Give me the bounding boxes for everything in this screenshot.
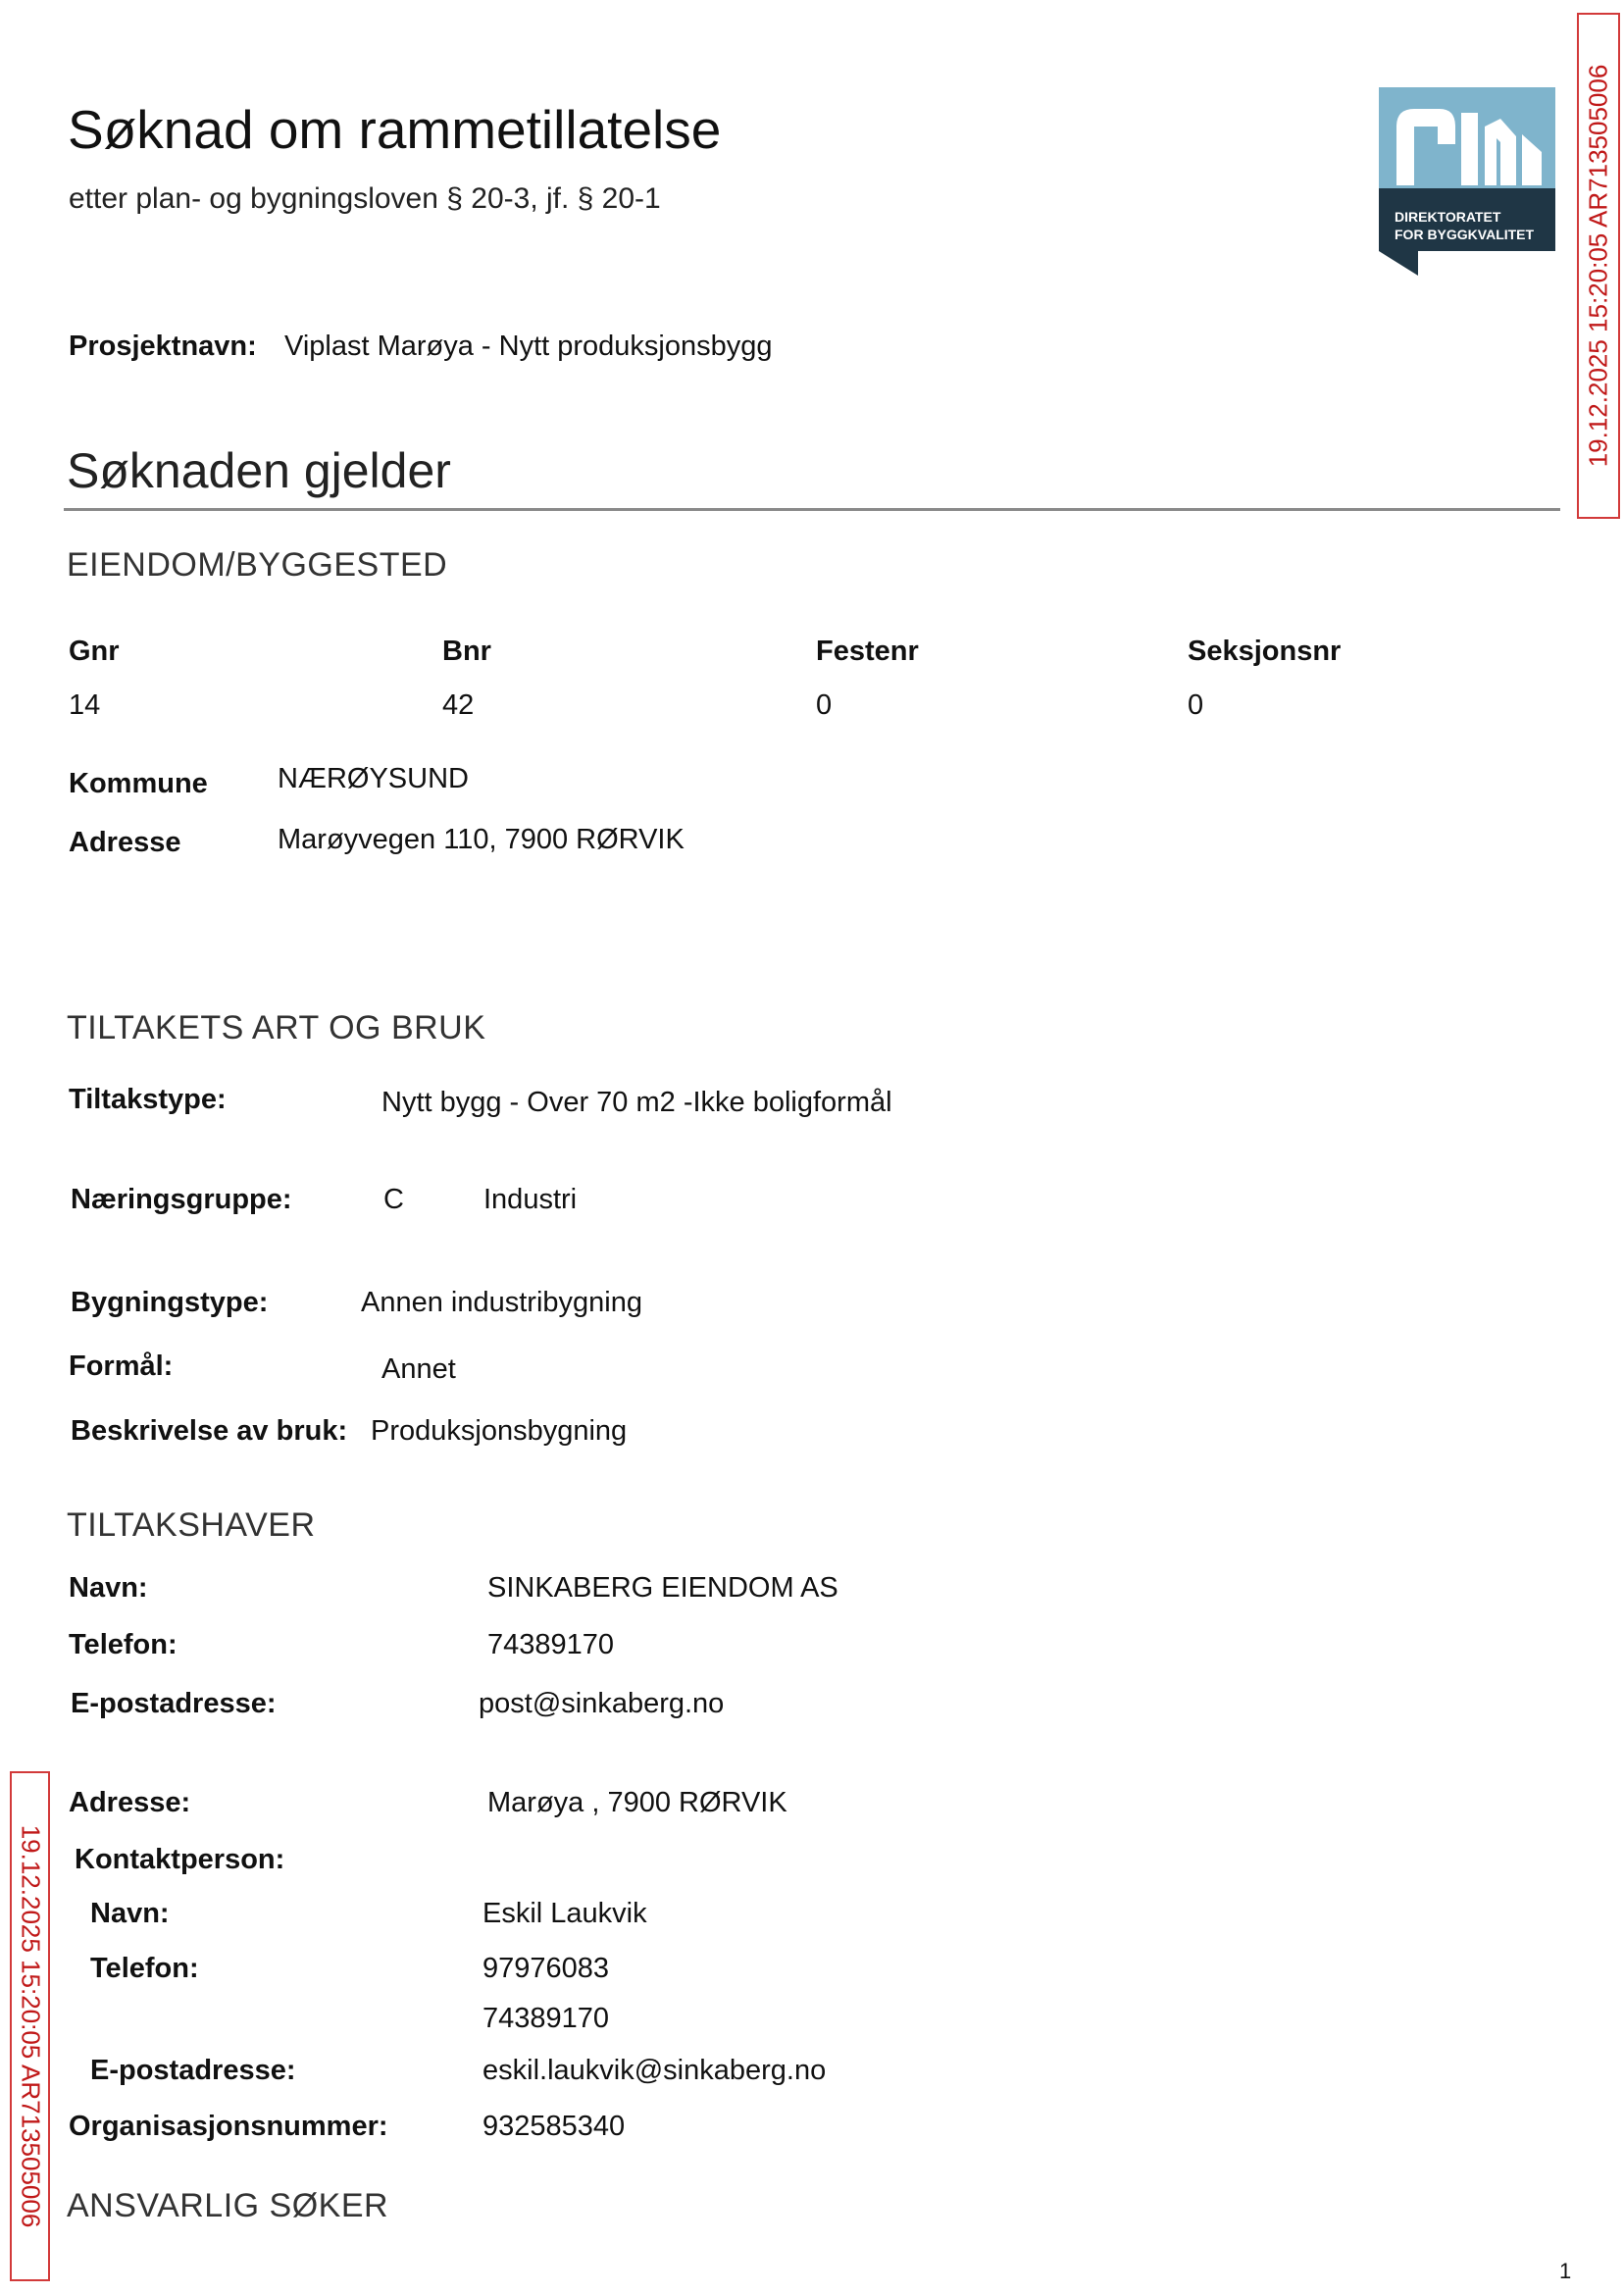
seksjonsnr-value: 0 [1188,689,1204,721]
tiltakstype-value: Nytt bygg - Over 70 m2 -Ikke boligformål [381,1087,892,1118]
owner-adresse-value: Marøya , 7900 RØRVIK [487,1787,787,1818]
adresse-label: Adresse [69,827,181,858]
timestamp-stamp-left [10,1771,50,2281]
owner-epost-value: post@sinkaberg.no [479,1688,725,1719]
page-number: 1 [1559,2259,1572,2283]
timestamp-stamp-right [1577,13,1620,519]
seksjonsnr-label: Seksjonsnr [1188,636,1342,667]
owner-navn-value: SINKABERG EIENDOM AS [487,1572,838,1604]
applicant-heading: ANSVARLIG SØKER [67,2187,389,2224]
stamp-text: 19.12.2025 15:20:05 AR713505006 [1583,64,1613,468]
beskrivelse-label: Beskrivelse av bruk: [71,1415,348,1447]
project-name-label: Prosjektnavn: [69,331,257,362]
kontakt-telefon-label: Telefon: [90,1953,199,1984]
gnr-value: 14 [69,689,101,721]
kontakt-epost-label: E-postadresse: [90,2055,296,2086]
orgnr-label: Organisasjonsnummer: [69,2111,388,2142]
kontakt-telefon-value-1: 97976083 [482,1953,610,1984]
naeringsgruppe-label: Næringsgruppe: [71,1184,292,1215]
naeringsgruppe-code: C [383,1184,404,1215]
kontaktperson-label: Kontaktperson: [75,1844,285,1875]
owner-telefon-label: Telefon: [69,1629,178,1660]
formaal-value: Annet [381,1353,456,1385]
naeringsgruppe-value: Industri [483,1184,578,1215]
festenr-value: 0 [816,689,833,721]
property-heading: EIENDOM/BYGGESTED [67,546,448,584]
kommune-label: Kommune [69,768,208,799]
logo-line-2: FOR BYGGKVALITET [1395,227,1535,242]
kontakt-navn-label: Navn: [90,1898,170,1929]
logo-line-1: DIREKTORATET [1395,209,1501,225]
section-title: Søknaden gjelder [67,443,451,498]
project-name-value: Viplast Marøya - Nytt produksjonsbygg [284,331,773,362]
section-divider [64,508,1560,511]
owner-adresse-label: Adresse: [69,1787,191,1818]
dibk-logo [1379,87,1555,276]
kontakt-epost-value: eskil.laukvik@sinkaberg.no [482,2055,827,2086]
page-title: Søknad om rammetillatelse [68,99,722,160]
gnr-label: Gnr [69,636,120,667]
measure-heading: TILTAKETS ART OG BRUK [67,1009,486,1046]
beskrivelse-value: Produksjonsbygning [371,1415,628,1447]
owner-telefon-value: 74389170 [487,1629,615,1660]
bygningstype-label: Bygningstype: [71,1287,269,1318]
kommune-value: NÆRØYSUND [278,763,469,794]
owner-epost-label: E-postadresse: [71,1688,277,1719]
formaal-label: Formål: [69,1351,174,1382]
adresse-value: Marøyvegen 110, 7900 RØRVIK [278,824,685,855]
owner-navn-label: Navn: [69,1572,148,1604]
orgnr-value: 932585340 [482,2111,626,2142]
stamp-text: 19.12.2025 15:20:05 AR713505006 [16,1824,45,2228]
tiltakstype-label: Tiltakstype: [69,1084,227,1115]
bnr-value: 42 [442,689,475,721]
kontakt-telefon-value-2: 74389170 [482,2003,610,2034]
kontakt-navn-value: Eskil Laukvik [482,1898,647,1929]
page-subtitle: etter plan- og bygningsloven § 20-3, jf. § 20-1 [69,182,661,215]
bygningstype-value: Annen industribygning [361,1287,642,1318]
owner-heading: TILTAKSHAVER [67,1506,316,1544]
festenr-label: Festenr [816,636,919,667]
dibk-logo-icon [1379,87,1555,276]
bnr-label: Bnr [442,636,491,667]
